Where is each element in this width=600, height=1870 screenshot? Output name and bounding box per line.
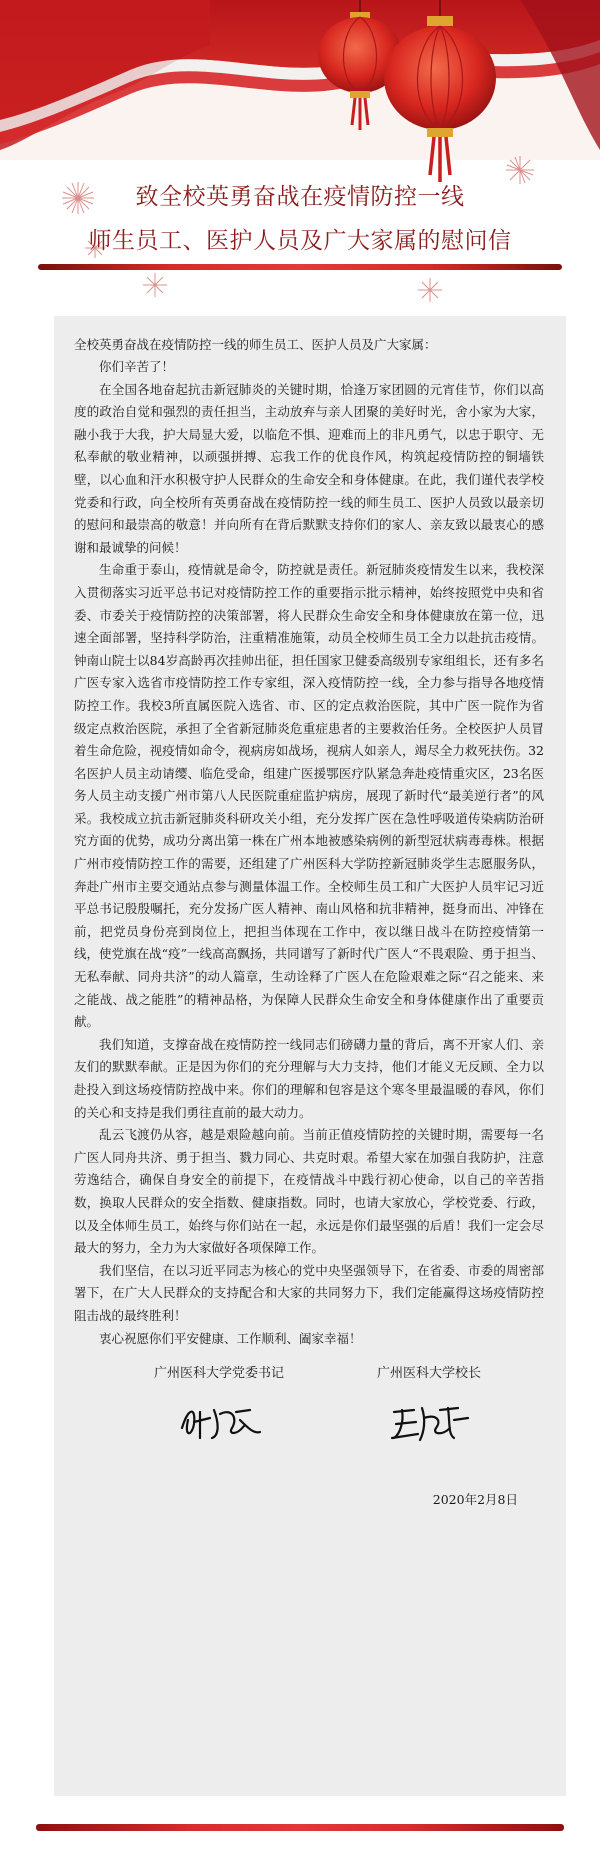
letter-body xyxy=(54,316,566,1796)
letter-title-line-2: 师生员工、医护人员及广大家属的慰问信 xyxy=(88,228,512,254)
president-title: 广州医科大学校长 xyxy=(376,1366,481,1382)
letter-closing: 衷心祝愿你们平安健康、工作顺利、阖家幸福！ xyxy=(99,1330,362,1346)
letter-paragraph: 我们坚信，在以习近平同志为核心的党中央坚强领导下，在省委、市委的周密部署下，在广大人民群众的支持配合和大家的共同努力下，我们定能赢得这场疫情防控阻击战的最终胜利！ xyxy=(74,1262,544,1323)
letter-paragraph: 生命重于泰山，疫情就是命令，防控就是责任。新冠肺炎疫情发生以来，我校深入贯彻落实习近平总书记对疫情防控工作的重要指示批示精神，始终按照党中央和省委、市委关于疫情防控的决策部署，将人民群众生命安全和身体健康放在第一位，迅速全面部署，坚持科学防治，注重精准施策，动员全校师生员工全力以赴抗击疫情。钟南山院士以84岁高龄再次挂帅出征，担任国家卫健委高级别专家组组长，还有多名广医专家入选省市疫情防控工作专家组，深入疫情防控一线，全力参与指导各地疫情防控工作。我校3所直属医院入选省、市、区的定点救治医院，其中广医一院作为省级定点救治医院，承担了全省新冠肺炎危重症患者的主要救治任务。全校医护人员冒着生命危险，视疫情如命令，视病房如战场，视病人如亲人，竭尽全力救死扶伤。32名医护人员主动请缨、临危受命，组建广医援鄂医疗队紧急奔赴疫情重灾区，23名医务人员主动支援广州市第八人民医院重症监护病房，展现了新时代“最美逆行者”的风采。我校成立抗击新冠肺炎科研攻关小组，充分发挥广医在急性呼吸道传染病防治研究方面的优势，成功分离出第一株在广州本地被感染病例的新型冠状病毒毒株。根据广州市疫情防控工作的需要，还组建了广州医科大学防控新冠肺炎学生志愿服务队，奔赴广州市主要交通站点参与测量体温工作。全校师生员工和广大医护人员牢记习近平总书记殷殷嘱托，充分发扬广医人精神、南山风格和抗非精神，挺身而出、冲锋在前，把党员身份亮到岗位上，把担当体现在工作中，夜以继日战斗在防控疫情第一线，使党旗在战“疫”一线高高飘扬，共同谱写了新时代广医人“不畏艰险、勇于担当、无私奉献、同舟共济”的动人篇章，生动诠释了广医人在危险艰难之际“召之能来、来之能战、战之能胜”的精神品格，为保障人民群众生命安全和身体健康作出了重要贡献。 xyxy=(74,562,544,1030)
letter-paragraph: 我们知道，支撑奋战在疫情防控一线同志们磅礴力量的背后，离不开家人们、亲友们的默默奉献。正是因为你们的充分理解与大力支持，他们才能义无反顾、全力以赴投入到这场疫情防控战中来。你们的理解和包容是这个寒冬里最温暖的春风，你们的关心和支持是我们勇往直前的最大动力。 xyxy=(74,1036,544,1120)
footer-divider xyxy=(36,1824,564,1831)
party-secretary-title: 广州医科大学党委书记 xyxy=(153,1366,284,1382)
president-signature-block xyxy=(329,1364,529,1444)
party-secretary-signature xyxy=(174,1398,264,1444)
letter-salutation: 全校英勇奋战在疫情防控一线的师生员工、医护人员及广大家属： xyxy=(74,337,437,352)
header-decoration xyxy=(0,0,600,300)
letter-paragraph: 在全国各地奋起抗击新冠肺炎的关键时期，恰逢万家团圆的元宵佳节，你们以高度的政治自觉和强烈的责任担当，主动放弃与亲人团聚的美好时光，舍小家为大家，融小我于大我，护大局显大爱，以临危不惧、迎难而上的非凡勇气，以忠于职守、无私奉献的敬业精神，以顽强拼搏、忘我工作的优良作风，构筑起疫情防控的铜墙铁壁，以心血和汗水积极守护人民群众的生命安全和身体健康。在此，我们谨代表学校党委和行政，向全校所有英勇奋战在疫情防控一线的师生员工、医护人员致以最亲切的慰问和最崇高的敬意！并向所有在背后默默支持你们的家人、亲友致以最衷心的感谢和最诚挚的问候！ xyxy=(74,381,544,555)
letter-paragraph: 乱云飞渡仍从容，越是艰险越向前。当前正值疫情防控的关键时期，需要每一名广医人同舟共济、勇于担当、戮力同心、共克时艰。希望大家在加强自我防护，注意劳逸结合，确保自身安全的前提下，在疫情战斗中践行初心使命，以自己的辛苦指数，换取人民群众的安全指数、健康指数。同时，也请大家放心，学校党委、行政，以及全体师生员工，始终与你们站在一起，永远是你们最坚强的后盾！我们一定会尽最大的努力，全力为大家做好各项保障工作。 xyxy=(74,1127,544,1256)
president-signature xyxy=(384,1398,474,1444)
letter-greeting: 你们辛苦了！ xyxy=(99,359,175,374)
title-divider xyxy=(38,264,562,270)
signature-area xyxy=(74,1364,544,1534)
letter-date: 2020年2月8日 xyxy=(432,1492,518,1508)
party-secretary-signature-block xyxy=(119,1364,319,1444)
letter-title-line-1: 致全校英勇奋战在疫情防控一线 xyxy=(135,184,465,210)
